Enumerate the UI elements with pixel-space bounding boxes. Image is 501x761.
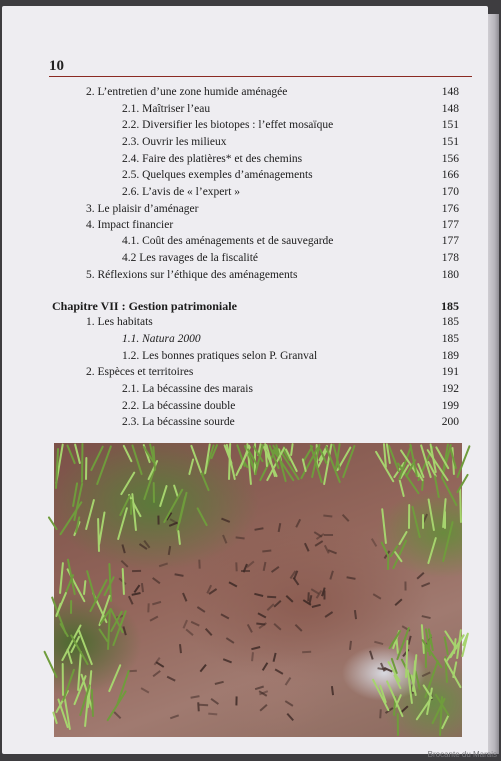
bird-track bbox=[324, 611, 336, 623]
bird-track bbox=[235, 531, 245, 540]
header-rule bbox=[49, 76, 472, 77]
watermark: Brocante du Marais bbox=[427, 750, 497, 759]
bird-track bbox=[304, 540, 315, 552]
grass-blade bbox=[59, 562, 64, 594]
toc-entry bbox=[2, 119, 488, 135]
grass-blade bbox=[427, 498, 435, 530]
toc-entry bbox=[2, 269, 488, 285]
grass-blade bbox=[427, 537, 437, 565]
bird-track bbox=[199, 664, 211, 676]
toc-entry bbox=[2, 103, 488, 119]
bird-track bbox=[259, 704, 271, 716]
bird-track bbox=[285, 677, 297, 689]
grass-blade bbox=[399, 479, 405, 497]
toc-entry-title: 2.1. La bécassine des marais bbox=[122, 383, 253, 395]
bird-track bbox=[324, 528, 333, 536]
toc-entry bbox=[2, 235, 488, 251]
bird-track bbox=[390, 594, 402, 606]
bird-track bbox=[173, 644, 182, 654]
grass-blade bbox=[387, 557, 389, 570]
bird-track bbox=[323, 514, 333, 523]
grass-blade bbox=[52, 711, 58, 724]
bird-track bbox=[121, 542, 131, 553]
bird-track bbox=[315, 540, 327, 552]
grass-blade bbox=[459, 488, 462, 523]
grass-blade bbox=[70, 600, 72, 614]
bird-track bbox=[301, 645, 310, 653]
bird-track bbox=[273, 652, 283, 663]
toc-entry-page: 170 bbox=[441, 186, 459, 198]
bird-track bbox=[274, 663, 286, 674]
bird-track bbox=[157, 557, 168, 567]
grass-blade bbox=[290, 443, 294, 456]
toc-entry bbox=[2, 383, 488, 399]
toc-entry-title: 1. Les habitats bbox=[86, 316, 153, 328]
toc-entry-title: 4. Impact financier bbox=[86, 219, 174, 231]
toc-entry bbox=[2, 186, 488, 202]
toc-entry-page: 148 bbox=[441, 103, 459, 115]
bird-track bbox=[222, 532, 233, 543]
bird-track bbox=[208, 712, 218, 721]
bird-track bbox=[191, 702, 200, 711]
bird-track bbox=[210, 693, 222, 705]
toc-entry-title: 4.2 Les ravages de la fiscalité bbox=[122, 252, 259, 264]
grass-blade bbox=[106, 690, 127, 722]
bird-track bbox=[137, 687, 149, 698]
toc-entry-page: 192 bbox=[441, 383, 459, 395]
bird-track bbox=[399, 581, 407, 590]
grass-blade bbox=[120, 471, 135, 495]
bird-track bbox=[363, 650, 373, 661]
grass-blade bbox=[396, 713, 398, 736]
bird-track bbox=[199, 560, 207, 569]
toc-entry-page: 177 bbox=[441, 235, 459, 247]
bird-track bbox=[262, 544, 272, 553]
toc-entry bbox=[2, 252, 488, 268]
bird-track bbox=[225, 581, 237, 592]
toc-entry-page: 166 bbox=[441, 169, 459, 181]
grass-blade bbox=[200, 473, 210, 492]
bird-track bbox=[190, 689, 200, 699]
toc-entry bbox=[2, 416, 488, 432]
grass-blade bbox=[85, 457, 87, 480]
toc-entry bbox=[2, 333, 488, 349]
toc-entry-page: 156 bbox=[441, 153, 459, 165]
grass-blade bbox=[153, 482, 155, 503]
grass-blade bbox=[62, 663, 64, 696]
grass-blade bbox=[188, 458, 194, 475]
bird-track bbox=[369, 594, 381, 605]
bird-track bbox=[153, 670, 165, 682]
bird-track bbox=[123, 624, 133, 635]
grass-blade bbox=[422, 514, 424, 529]
bird-track bbox=[325, 686, 334, 696]
bird-track bbox=[291, 624, 303, 636]
toc-entry-page: 178 bbox=[441, 252, 459, 264]
toc-entry-title: 3. Le plaisir d’aménager bbox=[86, 203, 199, 215]
bird-track bbox=[290, 516, 301, 528]
bird-track bbox=[251, 652, 260, 662]
toc-entry-title: 2.5. Quelques exemples d’aménagements bbox=[122, 169, 313, 181]
grass-blade bbox=[108, 664, 121, 692]
mud-tracks-photo bbox=[54, 443, 462, 737]
toc-entry-title: 4.1. Coût des aménagements et de sauvegarde bbox=[122, 235, 334, 247]
toc-entry bbox=[2, 169, 488, 185]
grass-blade bbox=[85, 499, 95, 530]
bird-track bbox=[230, 562, 238, 571]
toc-entry-title: 1.1. Natura 2000 bbox=[122, 333, 201, 345]
bird-track bbox=[235, 697, 243, 706]
bird-track bbox=[167, 709, 178, 720]
bird-track bbox=[254, 587, 265, 597]
bird-track bbox=[262, 562, 272, 572]
bird-track bbox=[182, 590, 193, 601]
toc-entry-page: 176 bbox=[441, 203, 459, 215]
grass-blade bbox=[75, 516, 80, 533]
bird-track bbox=[343, 640, 352, 650]
page-number: 10 bbox=[49, 58, 64, 74]
bird-track bbox=[348, 610, 357, 620]
toc-entry-title: 2.3. La bécassine sourde bbox=[122, 416, 235, 428]
toc-entry-page: 151 bbox=[441, 119, 459, 131]
bird-track bbox=[218, 613, 230, 624]
bird-track bbox=[223, 637, 235, 649]
toc-entry bbox=[2, 203, 488, 219]
grass-blade bbox=[177, 530, 181, 545]
bird-track bbox=[272, 522, 282, 532]
bird-track bbox=[185, 624, 197, 636]
bird-track bbox=[209, 588, 221, 600]
toc-entry-title: 2.2. La bécassine double bbox=[122, 400, 236, 412]
toc-chapter-heading bbox=[2, 299, 488, 315]
toc-entry-page: 191 bbox=[441, 366, 459, 378]
grass-blade bbox=[196, 507, 208, 526]
grass-blade bbox=[86, 570, 97, 603]
grass-blade bbox=[443, 636, 448, 655]
grass-blade bbox=[408, 504, 410, 529]
bird-track bbox=[147, 603, 155, 612]
toc-entry-page: 177 bbox=[441, 219, 459, 231]
toc-entry bbox=[2, 350, 488, 366]
toc-entry-title: 2.6. L’avis de « l’expert » bbox=[122, 186, 241, 198]
bird-track bbox=[173, 573, 183, 583]
grass-blade bbox=[48, 516, 58, 530]
toc-entry bbox=[2, 400, 488, 416]
toc-entry-title: 2.1. Maîtriser l’eau bbox=[122, 103, 211, 115]
bird-track bbox=[338, 514, 350, 526]
bird-track bbox=[374, 635, 385, 645]
toc-entry bbox=[2, 316, 488, 332]
bird-track bbox=[213, 675, 224, 685]
toc-entry-page: 185 bbox=[441, 316, 459, 328]
toc-entry-page: 151 bbox=[441, 136, 459, 148]
toc-entry bbox=[2, 136, 488, 152]
bird-track bbox=[177, 617, 188, 628]
bird-track bbox=[366, 538, 377, 550]
grass-blade bbox=[55, 592, 67, 617]
grass-blade bbox=[434, 475, 440, 498]
grass-blade bbox=[159, 484, 168, 506]
bird-track bbox=[345, 576, 355, 585]
page-stack-edge bbox=[488, 14, 499, 754]
bird-track bbox=[149, 577, 161, 589]
grass-blade bbox=[381, 508, 387, 544]
bird-track bbox=[269, 623, 281, 635]
toc-entry-title: 5. Réflexions sur l’éthique des aménagements bbox=[86, 269, 298, 281]
bird-track bbox=[201, 628, 213, 640]
bird-track bbox=[161, 545, 170, 555]
toc-entry-page: 185 bbox=[441, 299, 459, 313]
toc-entry bbox=[2, 366, 488, 382]
toc-entry-title: 2.4. Faire des platières* et des chemins bbox=[122, 153, 303, 165]
bird-track bbox=[408, 635, 418, 646]
bird-track bbox=[255, 622, 265, 631]
grass-blade bbox=[91, 689, 94, 717]
grass-blade bbox=[59, 623, 69, 637]
grass-blade bbox=[83, 580, 86, 595]
grass-blade bbox=[43, 651, 58, 679]
bird-track bbox=[132, 564, 141, 572]
toc-entry-title: 2.2. Diversifier les biotopes : l’effet mosaïque bbox=[122, 119, 334, 131]
bird-track bbox=[199, 704, 208, 712]
book-page bbox=[2, 6, 488, 754]
grass-blade bbox=[97, 518, 100, 552]
toc-entry-page: 148 bbox=[441, 86, 459, 98]
toc-entry-page: 189 bbox=[441, 350, 459, 362]
bird-track bbox=[223, 652, 234, 663]
bird-track bbox=[219, 517, 230, 528]
grass-blade bbox=[81, 443, 83, 483]
bird-track bbox=[119, 573, 131, 585]
toc-entry-page: 199 bbox=[441, 400, 459, 412]
bird-track bbox=[329, 571, 339, 582]
toc-entry-title: 2. L’entretien d’une zone humide aménagée bbox=[86, 86, 288, 98]
bird-track bbox=[167, 671, 179, 682]
toc-entry-title: 2.3. Ouvrir les milieux bbox=[122, 136, 227, 148]
toc-entry-page: 200 bbox=[441, 416, 459, 428]
bird-track bbox=[254, 527, 264, 536]
toc-entry-page: 180 bbox=[441, 269, 459, 281]
toc-entry-title: Chapitre VII : Gestion patrimoniale bbox=[52, 299, 237, 313]
toc-entry-title: 2. Espèces et territoires bbox=[86, 366, 194, 378]
toc-entry bbox=[2, 153, 488, 169]
toc-entry-title: 1.2. Les bonnes pratiques selon P. Granval bbox=[122, 350, 318, 362]
toc-entry bbox=[2, 86, 488, 102]
toc-entry bbox=[2, 219, 488, 235]
toc-entry-page: 185 bbox=[441, 333, 459, 345]
grass-blade bbox=[411, 505, 421, 538]
